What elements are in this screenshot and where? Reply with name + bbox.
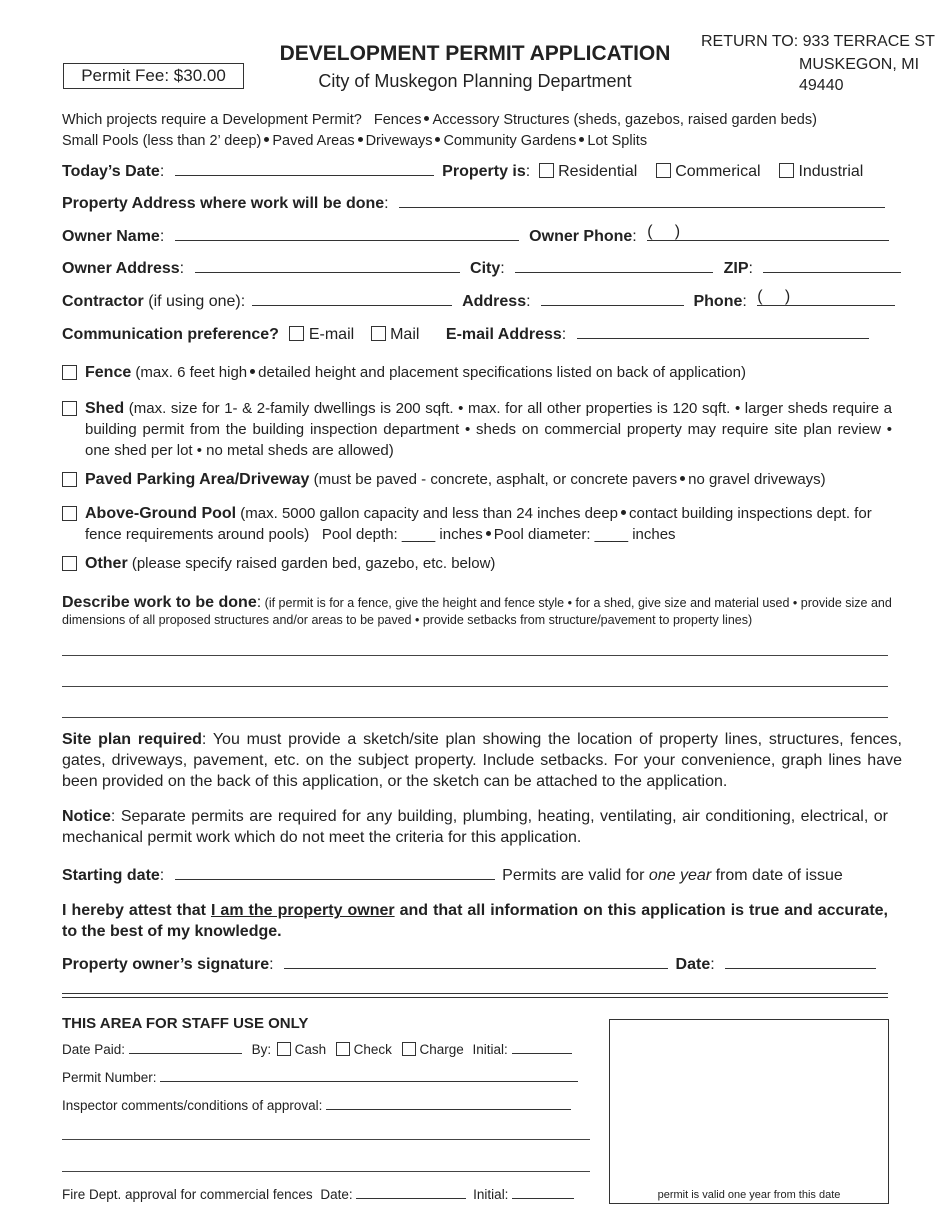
commercial-label: Commerical <box>675 163 761 180</box>
property-is-label: Property is <box>442 163 526 180</box>
permit-fee: Permit Fee: $30.00 <box>81 66 226 85</box>
intro-item: Community Gardens <box>443 133 577 149</box>
site-plan-label: Site plan required <box>62 731 202 748</box>
shed-label: Shed <box>85 400 125 417</box>
intro-text <box>62 110 892 152</box>
shed-checkbox[interactable] <box>62 401 77 416</box>
paved-label: Paved Parking Area/Driveway <box>85 471 310 488</box>
return-address <box>701 30 935 95</box>
email-checkbox[interactable] <box>289 326 304 341</box>
fence-label: Fence <box>85 364 132 381</box>
starting-date-label: Starting date <box>62 867 160 884</box>
bullet-icon <box>250 369 255 374</box>
describe-label: Describe work to be done <box>62 594 257 611</box>
residential-label: Residential <box>558 163 638 180</box>
starting-date-row: Starting date: Permits are valid for one year from date of issue <box>62 864 843 886</box>
inspector-line-2[interactable] <box>62 1139 590 1140</box>
contractor-phone-label: Phone <box>693 293 743 310</box>
describe-work: Describe work to be done: (if permit is for a fence, give the height and fence style • for a shed, give size and material used • provide size and dimensions of all proposed structures and/or areas to be paved • provide setbacks from structure/pavement to property lines) <box>62 594 892 627</box>
paved-checkbox[interactable] <box>62 472 77 487</box>
signature-label: Property owner’s signature <box>62 956 270 973</box>
todays-date-label: Today’s Date <box>62 163 160 180</box>
email-option-label: E-mail <box>308 326 355 343</box>
owner-address-label: Owner Address <box>62 260 180 277</box>
owner-phone-label: Owner Phone <box>529 228 633 245</box>
fence-checkbox[interactable] <box>62 365 77 380</box>
pool-option: Above-Ground Pool (max. 5000 gallon capacity and less than 24 inches deep contact building inspections dept. for fence requirements around pools) Pool depth: ____ inches Pool diameter: ____ inches <box>62 503 892 545</box>
bullet-icon <box>680 476 685 481</box>
intro-accessory: Accessory Structures (sheds, gazebos, raised garden beds) <box>432 112 817 128</box>
return-line-3: 49440 <box>799 77 844 94</box>
email-address-field[interactable] <box>577 323 869 339</box>
permit-number-row: Permit Number: <box>62 1069 578 1087</box>
owner-phone-field[interactable]: ( ) <box>647 225 889 241</box>
divider <box>62 997 888 998</box>
permit-number-field[interactable] <box>160 1069 578 1082</box>
notice-paragraph: Notice: Separate permits are required for any building, plumbing, heating, ventilating, air conditioning, electrical, or mechanical permit work which do not meet the criteria for this application. <box>62 808 888 846</box>
describe-instructions: (if permit is for a fence, give the height and fence style • for a shed, give size and material used • provide size and dimensions of all proposed structures and/or areas to be paved • provide setbacks from structure/pavement to property lines) <box>62 596 892 627</box>
zip-field[interactable] <box>763 257 901 273</box>
divider <box>62 993 888 994</box>
inspector-line-3[interactable] <box>62 1171 590 1172</box>
bullet-icon <box>621 510 626 515</box>
describe-line-1[interactable] <box>62 655 888 656</box>
initial-field[interactable] <box>512 1041 572 1054</box>
inspector-row: Inspector comments/conditions of approval: <box>62 1097 571 1115</box>
date-paid-row: Date Paid: By: Cash Check Charge Initial: <box>62 1041 572 1059</box>
todays-date-row: Today’s Date: Property is: Residential Commerical Industrial <box>62 160 863 182</box>
property-address-row: Property Address where work will be done: <box>62 192 885 214</box>
describe-line-2[interactable] <box>62 686 888 687</box>
permit-validity: Permits are valid for one year from date of issue <box>502 867 843 884</box>
property-address-field[interactable] <box>399 192 885 208</box>
bullet-icon <box>486 531 491 536</box>
notice-label: Notice <box>62 808 111 825</box>
signature-date-label: Date <box>675 956 711 973</box>
city-label: City <box>470 260 501 277</box>
return-line-2: MUSKEGON, MI <box>799 56 920 73</box>
charge-checkbox[interactable] <box>402 1042 416 1056</box>
intro-item: Driveways <box>365 133 433 149</box>
industrial-checkbox[interactable] <box>779 163 794 178</box>
bullet-icon <box>579 137 584 142</box>
fire-date-field[interactable] <box>356 1186 466 1199</box>
other-checkbox[interactable] <box>62 556 77 571</box>
contractor-row: Contractor (if using one): Address: Phone: ( ) <box>62 290 895 312</box>
email-address-label: E-mail Address <box>445 326 562 343</box>
permit-fee-box <box>63 63 244 89</box>
inspector-comments-field[interactable] <box>326 1097 571 1110</box>
pool-depth[interactable]: Pool depth: ____ inches <box>321 526 483 543</box>
owner-address-row: Owner Address: City: ZIP: <box>62 257 901 279</box>
commercial-checkbox[interactable] <box>656 163 671 178</box>
todays-date-field[interactable] <box>175 160 434 176</box>
residential-checkbox[interactable] <box>539 163 554 178</box>
industrial-label: Industrial <box>798 163 864 180</box>
check-checkbox[interactable] <box>336 1042 350 1056</box>
fire-initial-field[interactable] <box>512 1186 574 1199</box>
bullet-icon <box>435 137 440 142</box>
bullet-icon <box>358 137 363 142</box>
owner-name-field[interactable] <box>175 225 519 241</box>
mail-checkbox[interactable] <box>371 326 386 341</box>
zip-label: ZIP <box>723 260 749 277</box>
intro-item: Paved Areas <box>272 133 355 149</box>
contractor-field[interactable] <box>252 290 452 306</box>
paved-option: Paved Parking Area/Driveway (must be paved - concrete, asphalt, or concrete pavers no gravel driveways) <box>62 469 892 490</box>
fence-option: Fence (max. 6 feet high detailed height and placement specifications listed on back of application) <box>62 362 892 383</box>
attestation: I hereby attest that I am the property owner and that all information on this application is true and accurate, to the best of my knowledge. <box>62 902 889 940</box>
bullet-icon <box>264 137 269 142</box>
other-option: Other (please specify raised garden bed, gazebo, etc. below) <box>62 553 892 574</box>
pool-diameter[interactable]: Pool diameter: ____ inches <box>493 526 676 543</box>
return-line-1: RETURN TO: 933 TERRACE ST <box>701 33 935 50</box>
intro-fences: Fences <box>373 112 422 128</box>
describe-line-3[interactable] <box>62 717 888 718</box>
contractor-phone-field[interactable]: ( ) <box>757 290 895 306</box>
signature-field[interactable] <box>284 953 668 969</box>
communication-row: Communication preference? E-mail Mail E-mail Address: <box>62 323 869 345</box>
contractor-label: Contractor <box>62 293 144 310</box>
city-field[interactable] <box>515 257 713 273</box>
contractor-address-field[interactable] <box>541 290 684 306</box>
cash-checkbox[interactable] <box>277 1042 291 1056</box>
intro-item: Lot Splits <box>587 133 648 149</box>
site-plan-paragraph: Site plan required: You must provide a sketch/site plan showing the location of property lines, structures, fences, gates, driveways, pavement, etc. on the subject property. Include setbacks. For your convenience, graph lines have been provided on the back of this application, or the sketch can be attached to the application. <box>62 731 903 790</box>
page-title: DEVELOPMENT PERMIT APPLICATION <box>279 42 671 65</box>
other-label: Other <box>85 555 128 572</box>
date-paid-field[interactable] <box>129 1041 242 1054</box>
page-subtitle: City of Muskegon Planning Department <box>318 71 632 91</box>
signature-row: Property owner’s signature: Date: <box>62 953 876 975</box>
owner-name-label: Owner Name <box>62 228 160 245</box>
intro-item: Small Pools (less than 2’ deep) <box>62 133 262 149</box>
pool-label: Above-Ground Pool <box>85 505 237 522</box>
approval-stamp-box <box>609 1019 889 1204</box>
comm-pref-label: Communication preference? <box>62 326 279 343</box>
staff-title: THIS AREA FOR STAFF USE ONLY <box>62 1015 309 1032</box>
pool-checkbox[interactable] <box>62 506 77 521</box>
starting-date-field[interactable] <box>175 864 495 880</box>
contractor-note: (if using one): <box>148 293 246 310</box>
shed-option: Shed (max. size for 1- & 2-family dwellings is 200 sqft. • max. for all other properties is 120 sqft. • larger sheds require a building permit from the building inspection department • sheds on commercial property may require site plan review • one shed per lot • no metal sheds are allowed) <box>62 398 892 461</box>
contractor-address-label: Address <box>462 293 527 310</box>
stamp-note: permit is valid one year from this date <box>657 1189 841 1201</box>
bullet-icon <box>424 116 429 121</box>
owner-name-row: Owner Name: Owner Phone: ( ) <box>62 225 889 247</box>
property-address-label: Property Address where work will be done <box>62 195 385 212</box>
fire-dept-row: Fire Dept. approval for commercial fences Date: Initial: <box>62 1186 574 1204</box>
mail-option-label: Mail <box>390 326 420 343</box>
signature-date-field[interactable] <box>725 953 876 969</box>
intro-question: Which projects require a Development Permit? <box>62 112 362 128</box>
owner-address-field[interactable] <box>195 257 460 273</box>
